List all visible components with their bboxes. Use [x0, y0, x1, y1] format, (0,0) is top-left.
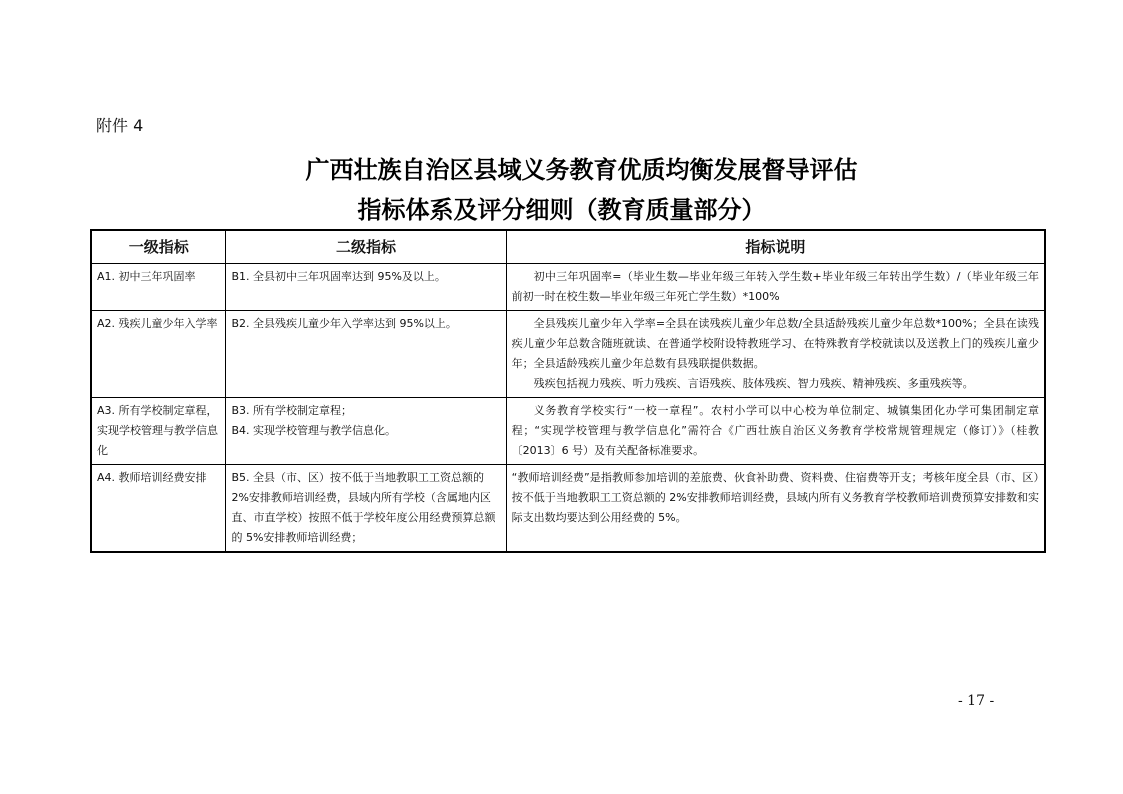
description-cell	[506, 264, 1045, 311]
level2-cell: B3. 所有学校制定章程； B4. 实现学校管理与教学信息化。	[226, 398, 506, 465]
description-paragraph: 初中三年巩固率=（毕业生数—毕业年级三年转入学生数+毕业年级三年转出学生数）/（毕业年级三年前初一时在校生数—毕业年级三年死亡学生数）*100%	[511, 270, 1039, 303]
level2-cell: B2. 全县残疾儿童少年入学率达到 95%以上。	[226, 311, 506, 398]
description-paragraph: 义务教育学校实行“一校一章程”。农村小学可以中心校为单位制定、城镇集团化办学可集团制定章程；“实现学校管理与教学信息化”需符合《广西壮族自治区义务教育学校常规管理规定（修订）》（桂教〔2013〕6 号）及有关配备标准要求。	[511, 404, 1039, 457]
table-row	[91, 398, 1045, 465]
document-title-line1: 广西壮族自治区县域义务教育优质均衡发展督导评估	[305, 155, 858, 184]
description-cell	[506, 465, 1045, 553]
description-cell	[506, 398, 1045, 465]
level1-cell: A3. 所有学校制定章程，实现学校管理与教学信息化	[91, 398, 226, 465]
table-row	[91, 465, 1045, 553]
indicator-table	[90, 229, 1046, 553]
description-paragraph: 全县残疾儿童少年入学率=全县在读残疾儿童少年总数/全县适龄残疾儿童少年总数*100%；全县在读残疾儿童少年总数含随班就读、在普通学校附设特教班学习、在特殊教育学校就读以及送教上门的残疾儿童少年；全县适龄残疾儿童少年总数有县残联提供数据。	[511, 317, 1039, 370]
description-paragraph: “教师培训经费”是指教师参加培训的差旅费、伙食补助费、资料费、住宿费等开支；考核年度全县（市、区）按不低于当地教职工工资总额的 2%安排教师培训经费，县域内所有义务教育学校教师培训费预算安排数和实际支出数均要达到公用经费的 5%。	[511, 471, 1039, 524]
description-cell	[506, 311, 1045, 398]
level2-cell: B1. 全县初中三年巩固率达到 95%及以上。	[226, 264, 506, 311]
level1-cell: A1. 初中三年巩固率	[91, 264, 226, 311]
level1-cell: A4. 教师培训经费安排	[91, 465, 226, 553]
level2-cell: B5. 全县（市、区）按不低于当地教职工工资总额的 2%安排教师培训经费，县域内所有学校（含属地内区直、市直学校）按照不低于学校年度公用经费预算总额的 5%安排教师培训经费；	[226, 465, 506, 553]
description-paragraph: 残疾包括视力残疾、听力残疾、言语残疾、肢体残疾、智力残疾、精神残疾、多重残疾等。	[533, 377, 974, 390]
level1-cell: A2. 残疾儿童少年入学率	[91, 311, 226, 398]
table-row	[91, 264, 1045, 311]
header-description: 指标说明	[506, 230, 1045, 264]
document-title-line2: 指标体系及评分细则（教育质量部分）	[357, 195, 766, 224]
table-row	[91, 311, 1045, 398]
header-level1: 一级指标	[91, 230, 226, 264]
page-number: - 17 -	[958, 693, 995, 709]
annex-label: 附件 4	[96, 116, 144, 135]
table-header-row	[91, 230, 1045, 264]
header-level2: 二级指标	[226, 230, 506, 264]
